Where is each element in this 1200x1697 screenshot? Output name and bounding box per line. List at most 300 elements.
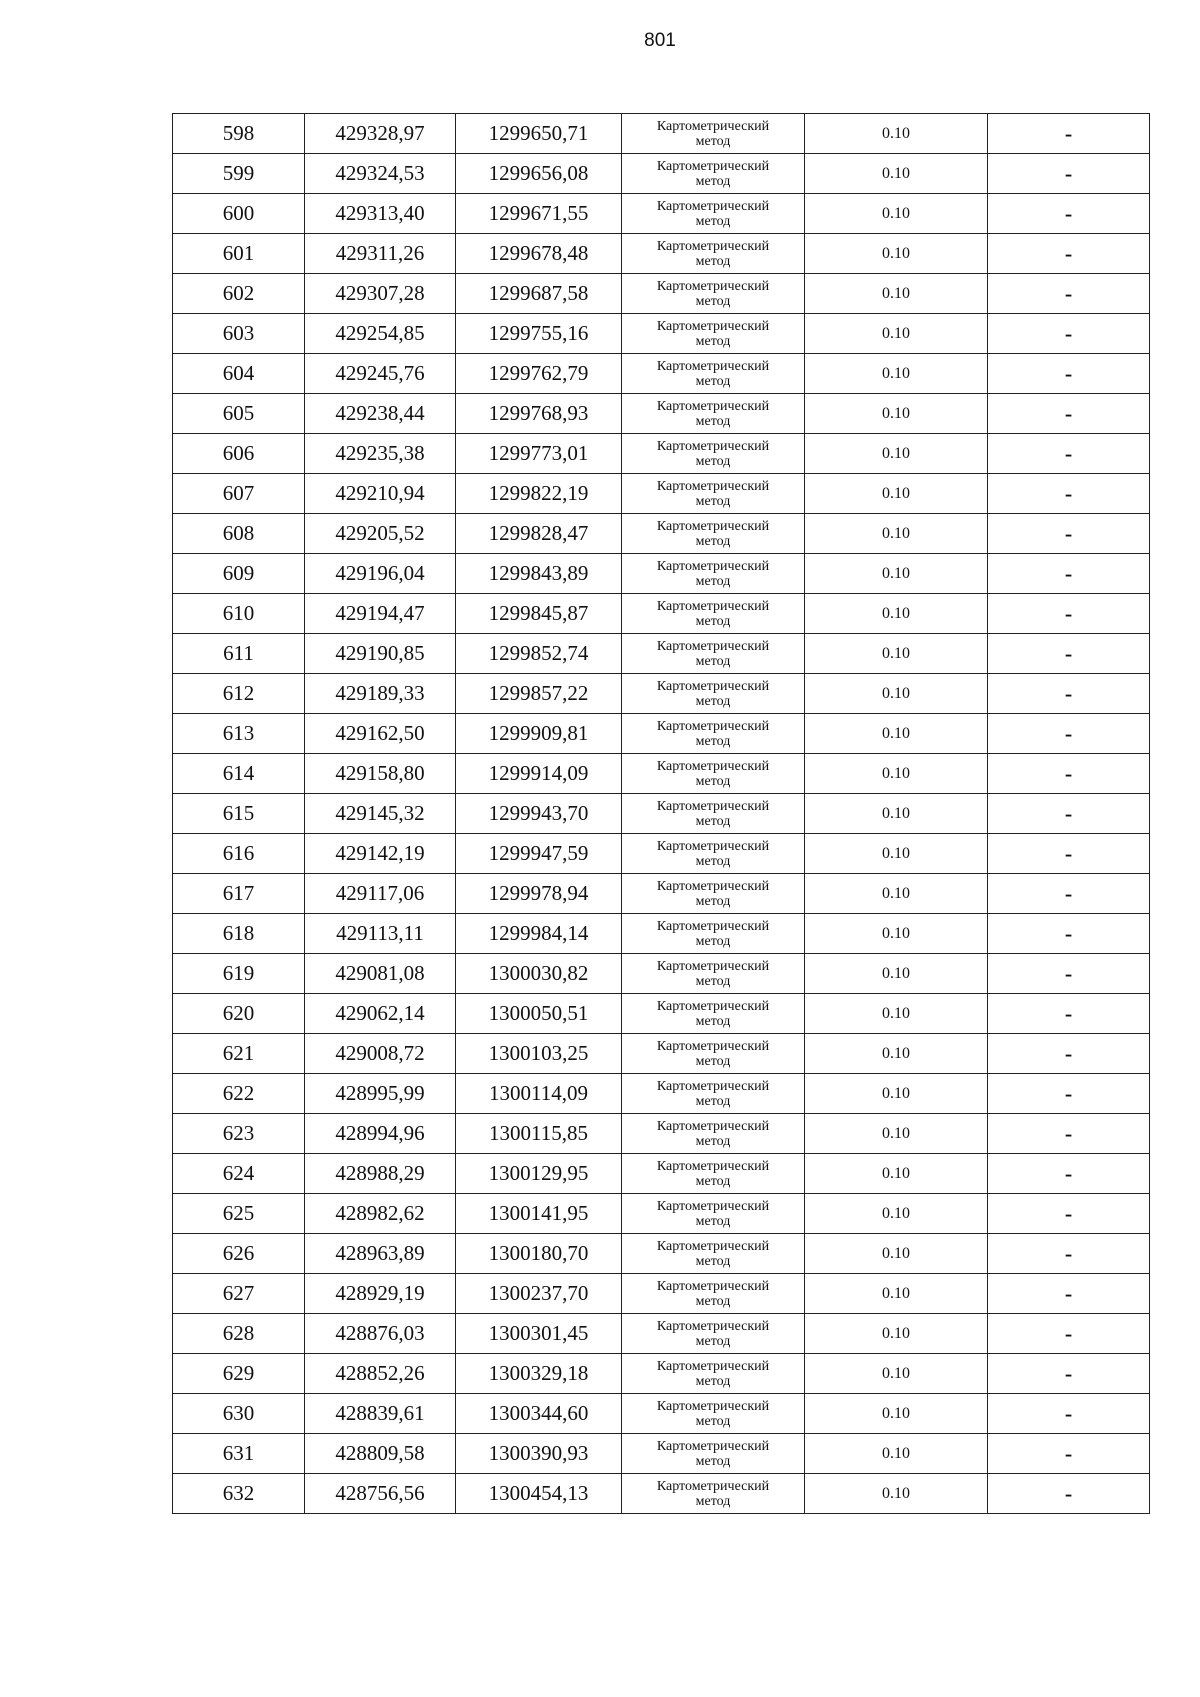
method-line-2: метод xyxy=(695,293,731,309)
table-row xyxy=(173,714,1150,754)
note-cell: - xyxy=(988,1394,1150,1434)
method-line-2: метод xyxy=(695,1453,731,1469)
method-cell xyxy=(622,1354,805,1394)
y-coordinate-cell: 1299678,48 xyxy=(456,234,622,274)
y-coordinate-cell: 1299978,94 xyxy=(456,874,622,914)
y-coordinate-cell: 1299909,81 xyxy=(456,714,622,754)
table-row xyxy=(173,1114,1150,1154)
note-cell: - xyxy=(988,434,1150,474)
accuracy-cell: 0.10 xyxy=(805,674,988,714)
note-cell: - xyxy=(988,954,1150,994)
method-cell xyxy=(622,554,805,594)
point-number-cell: 612 xyxy=(173,674,305,714)
method-line-1: Картометрический xyxy=(656,1038,770,1054)
note-cell: - xyxy=(988,1034,1150,1074)
method-cell xyxy=(622,634,805,674)
method-line-1: Картометрический xyxy=(656,878,770,894)
x-coordinate-cell: 428852,26 xyxy=(305,1354,456,1394)
x-coordinate-cell: 428995,99 xyxy=(305,1074,456,1114)
x-coordinate-cell: 429008,72 xyxy=(305,1034,456,1074)
accuracy-cell: 0.10 xyxy=(805,154,988,194)
method-line-2: метод xyxy=(695,253,731,269)
y-coordinate-cell: 1299852,74 xyxy=(456,634,622,674)
note-cell: - xyxy=(988,1354,1150,1394)
accuracy-cell: 0.10 xyxy=(805,834,988,874)
method-line-1: Картометрический xyxy=(656,278,770,294)
y-coordinate-cell: 1299650,71 xyxy=(456,114,622,154)
point-number-cell: 611 xyxy=(173,634,305,674)
method-line-2: метод xyxy=(695,933,731,949)
x-coordinate-cell: 428994,96 xyxy=(305,1114,456,1154)
point-number-cell: 604 xyxy=(173,354,305,394)
method-cell xyxy=(622,434,805,474)
method-line-1: Картометрический xyxy=(656,598,770,614)
method-cell xyxy=(622,354,805,394)
method-line-1: Картометрический xyxy=(656,1318,770,1334)
accuracy-cell: 0.10 xyxy=(805,234,988,274)
accuracy-cell: 0.10 xyxy=(805,794,988,834)
accuracy-cell: 0.10 xyxy=(805,714,988,754)
x-coordinate-cell: 428988,29 xyxy=(305,1154,456,1194)
note-cell: - xyxy=(988,554,1150,594)
table-row xyxy=(173,1474,1150,1514)
table-row xyxy=(173,314,1150,354)
point-number-cell: 617 xyxy=(173,874,305,914)
method-line-2: метод xyxy=(695,813,731,829)
point-number-cell: 616 xyxy=(173,834,305,874)
point-number-cell: 624 xyxy=(173,1154,305,1194)
table-row xyxy=(173,794,1150,834)
method-line-2: метод xyxy=(695,1253,731,1269)
accuracy-cell: 0.10 xyxy=(805,434,988,474)
table-row xyxy=(173,594,1150,634)
point-number-cell: 622 xyxy=(173,1074,305,1114)
y-coordinate-cell: 1300114,09 xyxy=(456,1074,622,1114)
method-line-1: Картометрический xyxy=(656,678,770,694)
y-coordinate-cell: 1299845,87 xyxy=(456,594,622,634)
x-coordinate-cell: 429307,28 xyxy=(305,274,456,314)
method-line-1: Картометрический xyxy=(656,1438,770,1454)
point-number-cell: 609 xyxy=(173,554,305,594)
point-number-cell: 599 xyxy=(173,154,305,194)
page-number: 801 xyxy=(644,30,676,51)
accuracy-cell: 0.10 xyxy=(805,874,988,914)
method-line-2: метод xyxy=(695,973,731,989)
accuracy-cell: 0.10 xyxy=(805,634,988,674)
method-line-2: метод xyxy=(695,653,731,669)
table-row xyxy=(173,1394,1150,1434)
method-cell xyxy=(622,1434,805,1474)
point-number-cell: 603 xyxy=(173,314,305,354)
x-coordinate-cell: 429324,53 xyxy=(305,154,456,194)
note-cell: - xyxy=(988,194,1150,234)
note-cell: - xyxy=(988,514,1150,554)
method-line-1: Картометрический xyxy=(656,1238,770,1254)
point-number-cell: 625 xyxy=(173,1194,305,1234)
y-coordinate-cell: 1299687,58 xyxy=(456,274,622,314)
method-line-2: метод xyxy=(695,1173,731,1189)
method-cell xyxy=(622,1474,805,1514)
note-cell: - xyxy=(988,394,1150,434)
accuracy-cell: 0.10 xyxy=(805,1354,988,1394)
point-number-cell: 614 xyxy=(173,754,305,794)
x-coordinate-cell: 428982,62 xyxy=(305,1194,456,1234)
table-row xyxy=(173,1314,1150,1354)
method-cell xyxy=(622,794,805,834)
x-coordinate-cell: 429190,85 xyxy=(305,634,456,674)
note-cell: - xyxy=(988,714,1150,754)
accuracy-cell: 0.10 xyxy=(805,1114,988,1154)
accuracy-cell: 0.10 xyxy=(805,1474,988,1514)
note-cell: - xyxy=(988,794,1150,834)
x-coordinate-cell: 429113,11 xyxy=(305,914,456,954)
method-cell xyxy=(622,314,805,354)
note-cell: - xyxy=(988,754,1150,794)
accuracy-cell: 0.10 xyxy=(805,1274,988,1314)
accuracy-cell: 0.10 xyxy=(805,1154,988,1194)
x-coordinate-cell: 429062,14 xyxy=(305,994,456,1034)
method-line-1: Картометрический xyxy=(656,1078,770,1094)
x-coordinate-cell: 429235,38 xyxy=(305,434,456,474)
method-line-1: Картометрический xyxy=(656,558,770,574)
method-line-2: метод xyxy=(695,613,731,629)
x-coordinate-cell: 429142,19 xyxy=(305,834,456,874)
table-row xyxy=(173,234,1150,274)
method-line-1: Картометрический xyxy=(656,318,770,334)
point-number-cell: 608 xyxy=(173,514,305,554)
y-coordinate-cell: 1300454,13 xyxy=(456,1474,622,1514)
point-number-cell: 623 xyxy=(173,1114,305,1154)
method-line-2: метод xyxy=(695,373,731,389)
method-cell xyxy=(622,474,805,514)
method-line-1: Картометрический xyxy=(656,1278,770,1294)
method-line-2: метод xyxy=(695,573,731,589)
y-coordinate-cell: 1300390,93 xyxy=(456,1434,622,1474)
method-line-1: Картометрический xyxy=(656,1398,770,1414)
method-line-2: метод xyxy=(695,1053,731,1069)
method-line-2: метод xyxy=(695,413,731,429)
x-coordinate-cell: 429145,32 xyxy=(305,794,456,834)
table-row xyxy=(173,1074,1150,1114)
y-coordinate-cell: 1299671,55 xyxy=(456,194,622,234)
y-coordinate-cell: 1299947,59 xyxy=(456,834,622,874)
x-coordinate-cell: 429311,26 xyxy=(305,234,456,274)
method-line-1: Картометрический xyxy=(656,918,770,934)
note-cell: - xyxy=(988,834,1150,874)
method-cell xyxy=(622,674,805,714)
method-line-1: Картометрический xyxy=(656,638,770,654)
y-coordinate-cell: 1300237,70 xyxy=(456,1274,622,1314)
accuracy-cell: 0.10 xyxy=(805,194,988,234)
table-row xyxy=(173,1354,1150,1394)
method-line-1: Картометрический xyxy=(656,198,770,214)
table-row xyxy=(173,1234,1150,1274)
accuracy-cell: 0.10 xyxy=(805,474,988,514)
table-row xyxy=(173,434,1150,474)
table-row xyxy=(173,754,1150,794)
method-line-1: Картометрический xyxy=(656,758,770,774)
note-cell: - xyxy=(988,874,1150,914)
note-cell: - xyxy=(988,674,1150,714)
table-row xyxy=(173,1274,1150,1314)
x-coordinate-cell: 428809,58 xyxy=(305,1434,456,1474)
note-cell: - xyxy=(988,994,1150,1034)
point-number-cell: 630 xyxy=(173,1394,305,1434)
note-cell: - xyxy=(988,1114,1150,1154)
note-cell: - xyxy=(988,154,1150,194)
table-row xyxy=(173,514,1150,554)
x-coordinate-cell: 429194,47 xyxy=(305,594,456,634)
accuracy-cell: 0.10 xyxy=(805,394,988,434)
accuracy-cell: 0.10 xyxy=(805,314,988,354)
table-row xyxy=(173,394,1150,434)
accuracy-cell: 0.10 xyxy=(805,754,988,794)
method-cell xyxy=(622,834,805,874)
y-coordinate-cell: 1299828,47 xyxy=(456,514,622,554)
point-number-cell: 621 xyxy=(173,1034,305,1074)
method-cell xyxy=(622,1074,805,1114)
method-line-2: метод xyxy=(695,1213,731,1229)
point-number-cell: 607 xyxy=(173,474,305,514)
method-line-1: Картометрический xyxy=(656,358,770,374)
point-number-cell: 615 xyxy=(173,794,305,834)
method-cell xyxy=(622,1394,805,1434)
y-coordinate-cell: 1300329,18 xyxy=(456,1354,622,1394)
method-cell xyxy=(622,234,805,274)
x-coordinate-cell: 429162,50 xyxy=(305,714,456,754)
y-coordinate-cell: 1300344,60 xyxy=(456,1394,622,1434)
y-coordinate-cell: 1299857,22 xyxy=(456,674,622,714)
table-row xyxy=(173,914,1150,954)
y-coordinate-cell: 1300301,45 xyxy=(456,1314,622,1354)
x-coordinate-cell: 428929,19 xyxy=(305,1274,456,1314)
method-line-2: метод xyxy=(695,133,731,149)
y-coordinate-cell: 1300129,95 xyxy=(456,1154,622,1194)
note-cell: - xyxy=(988,474,1150,514)
x-coordinate-cell: 429196,04 xyxy=(305,554,456,594)
y-coordinate-cell: 1299762,79 xyxy=(456,354,622,394)
method-line-2: метод xyxy=(695,1493,731,1509)
point-number-cell: 605 xyxy=(173,394,305,434)
method-line-1: Картометрический xyxy=(656,1158,770,1174)
method-line-1: Картометрический xyxy=(656,518,770,534)
method-line-2: метод xyxy=(695,493,731,509)
table-row xyxy=(173,834,1150,874)
method-line-2: метод xyxy=(695,213,731,229)
accuracy-cell: 0.10 xyxy=(805,914,988,954)
x-coordinate-cell: 429313,40 xyxy=(305,194,456,234)
note-cell: - xyxy=(988,354,1150,394)
accuracy-cell: 0.10 xyxy=(805,1034,988,1074)
method-line-2: метод xyxy=(695,693,731,709)
method-line-2: метод xyxy=(695,1013,731,1029)
y-coordinate-cell: 1299943,70 xyxy=(456,794,622,834)
point-number-cell: 626 xyxy=(173,1234,305,1274)
table-row xyxy=(173,114,1150,154)
accuracy-cell: 0.10 xyxy=(805,1194,988,1234)
method-cell xyxy=(622,954,805,994)
x-coordinate-cell: 428756,56 xyxy=(305,1474,456,1514)
method-line-2: метод xyxy=(695,1333,731,1349)
x-coordinate-cell: 428839,61 xyxy=(305,1394,456,1434)
x-coordinate-cell: 429081,08 xyxy=(305,954,456,994)
table-row xyxy=(173,154,1150,194)
x-coordinate-cell: 429158,80 xyxy=(305,754,456,794)
point-number-cell: 610 xyxy=(173,594,305,634)
method-cell xyxy=(622,1314,805,1354)
x-coordinate-cell: 429210,94 xyxy=(305,474,456,514)
table-row xyxy=(173,1434,1150,1474)
table-row xyxy=(173,194,1150,234)
method-line-1: Картометрический xyxy=(656,838,770,854)
table-row xyxy=(173,1194,1150,1234)
table-row xyxy=(173,634,1150,674)
method-cell xyxy=(622,594,805,634)
method-line-2: метод xyxy=(695,173,731,189)
method-cell xyxy=(622,1274,805,1314)
y-coordinate-cell: 1299843,89 xyxy=(456,554,622,594)
method-line-2: метод xyxy=(695,1093,731,1109)
note-cell: - xyxy=(988,1074,1150,1114)
table-row xyxy=(173,994,1150,1034)
method-line-1: Картометрический xyxy=(656,238,770,254)
x-coordinate-cell: 429205,52 xyxy=(305,514,456,554)
accuracy-cell: 0.10 xyxy=(805,514,988,554)
method-line-1: Картометрический xyxy=(656,438,770,454)
method-line-2: метод xyxy=(695,1133,731,1149)
note-cell: - xyxy=(988,1154,1150,1194)
point-number-cell: 601 xyxy=(173,234,305,274)
note-cell: - xyxy=(988,594,1150,634)
method-line-2: метод xyxy=(695,773,731,789)
note-cell: - xyxy=(988,314,1150,354)
accuracy-cell: 0.10 xyxy=(805,1314,988,1354)
method-line-1: Картометрический xyxy=(656,478,770,494)
method-cell xyxy=(622,394,805,434)
method-cell xyxy=(622,1114,805,1154)
point-number-cell: 613 xyxy=(173,714,305,754)
y-coordinate-cell: 1299755,16 xyxy=(456,314,622,354)
method-line-1: Картометрический xyxy=(656,1478,770,1494)
point-number-cell: 628 xyxy=(173,1314,305,1354)
accuracy-cell: 0.10 xyxy=(805,354,988,394)
x-coordinate-cell: 429117,06 xyxy=(305,874,456,914)
method-line-1: Картометрический xyxy=(656,398,770,414)
method-line-2: метод xyxy=(695,893,731,909)
y-coordinate-cell: 1300030,82 xyxy=(456,954,622,994)
table-row xyxy=(173,1154,1150,1194)
point-number-cell: 631 xyxy=(173,1434,305,1474)
point-number-cell: 619 xyxy=(173,954,305,994)
accuracy-cell: 0.10 xyxy=(805,1434,988,1474)
accuracy-cell: 0.10 xyxy=(805,594,988,634)
y-coordinate-cell: 1299914,09 xyxy=(456,754,622,794)
x-coordinate-cell: 429238,44 xyxy=(305,394,456,434)
y-coordinate-cell: 1300115,85 xyxy=(456,1114,622,1154)
note-cell: - xyxy=(988,1194,1150,1234)
x-coordinate-cell: 429245,76 xyxy=(305,354,456,394)
x-coordinate-cell: 428876,03 xyxy=(305,1314,456,1354)
point-number-cell: 618 xyxy=(173,914,305,954)
method-cell xyxy=(622,754,805,794)
table-row xyxy=(173,554,1150,594)
method-cell xyxy=(622,154,805,194)
y-coordinate-cell: 1299768,93 xyxy=(456,394,622,434)
point-number-cell: 600 xyxy=(173,194,305,234)
accuracy-cell: 0.10 xyxy=(805,994,988,1034)
y-coordinate-cell: 1299773,01 xyxy=(456,434,622,474)
method-cell xyxy=(622,1034,805,1074)
point-number-cell: 632 xyxy=(173,1474,305,1514)
method-cell xyxy=(622,114,805,154)
y-coordinate-cell: 1299984,14 xyxy=(456,914,622,954)
method-cell xyxy=(622,914,805,954)
accuracy-cell: 0.10 xyxy=(805,114,988,154)
y-coordinate-cell: 1299656,08 xyxy=(456,154,622,194)
method-cell xyxy=(622,874,805,914)
method-cell xyxy=(622,1154,805,1194)
table-row xyxy=(173,954,1150,994)
method-line-1: Картометрический xyxy=(656,118,770,134)
table-row xyxy=(173,1034,1150,1074)
accuracy-cell: 0.10 xyxy=(805,274,988,314)
y-coordinate-cell: 1300180,70 xyxy=(456,1234,622,1274)
method-line-2: метод xyxy=(695,533,731,549)
method-line-1: Картометрический xyxy=(656,158,770,174)
note-cell: - xyxy=(988,1434,1150,1474)
method-cell xyxy=(622,714,805,754)
method-line-1: Картометрический xyxy=(656,958,770,974)
method-line-2: метод xyxy=(695,853,731,869)
method-cell xyxy=(622,994,805,1034)
point-number-cell: 606 xyxy=(173,434,305,474)
note-cell: - xyxy=(988,1274,1150,1314)
note-cell: - xyxy=(988,914,1150,954)
x-coordinate-cell: 429189,33 xyxy=(305,674,456,714)
point-number-cell: 620 xyxy=(173,994,305,1034)
x-coordinate-cell: 429328,97 xyxy=(305,114,456,154)
y-coordinate-cell: 1300050,51 xyxy=(456,994,622,1034)
point-number-cell: 598 xyxy=(173,114,305,154)
method-line-1: Картометрический xyxy=(656,718,770,734)
method-line-1: Картометрический xyxy=(656,1198,770,1214)
method-cell xyxy=(622,274,805,314)
note-cell: - xyxy=(988,1314,1150,1354)
accuracy-cell: 0.10 xyxy=(805,1074,988,1114)
x-coordinate-cell: 428963,89 xyxy=(305,1234,456,1274)
method-line-2: метод xyxy=(695,733,731,749)
point-number-cell: 629 xyxy=(173,1354,305,1394)
note-cell: - xyxy=(988,114,1150,154)
note-cell: - xyxy=(988,1234,1150,1274)
coordinates-table xyxy=(172,113,1150,1514)
method-cell xyxy=(622,514,805,554)
table-row xyxy=(173,674,1150,714)
method-cell xyxy=(622,194,805,234)
point-number-cell: 627 xyxy=(173,1274,305,1314)
method-line-2: метод xyxy=(695,1293,731,1309)
y-coordinate-cell: 1300103,25 xyxy=(456,1034,622,1074)
table-row xyxy=(173,274,1150,314)
accuracy-cell: 0.10 xyxy=(805,554,988,594)
method-line-1: Картометрический xyxy=(656,798,770,814)
table-row xyxy=(173,474,1150,514)
method-line-2: метод xyxy=(695,1413,731,1429)
method-cell xyxy=(622,1194,805,1234)
point-number-cell: 602 xyxy=(173,274,305,314)
y-coordinate-cell: 1299822,19 xyxy=(456,474,622,514)
method-line-2: метод xyxy=(695,333,731,349)
